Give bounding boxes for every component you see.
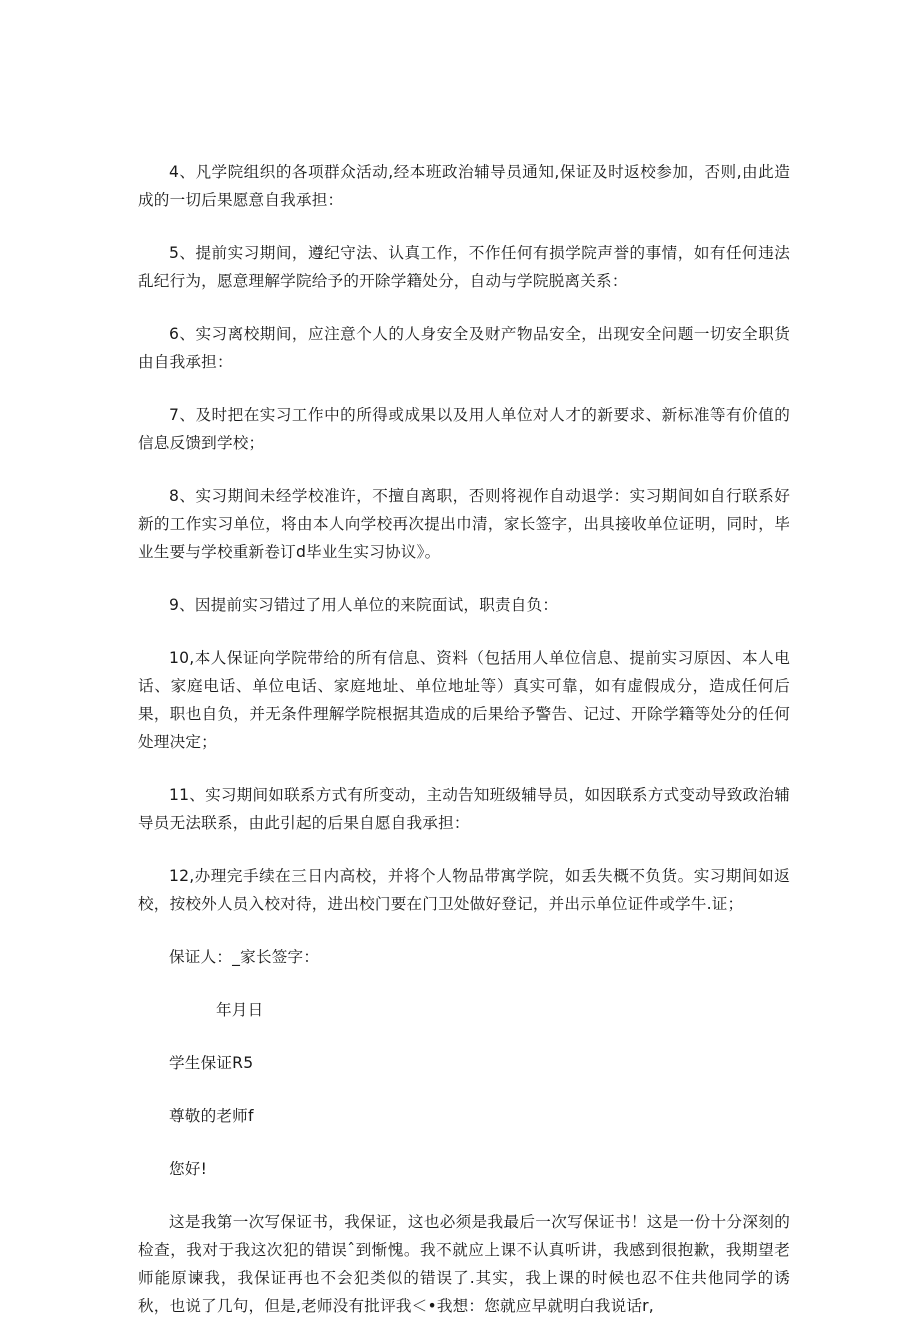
section-title: 学生保证R5 xyxy=(169,1054,254,1072)
clause-5: 5、提前实习期间，遵纪守法、认真工作，不作任何有损学院声誉的事情，如有任何违法乱纪行为，愿意理解学院给予的开除学籍处分，自动与学院脱离关系： xyxy=(138,244,790,290)
clause-4: 4、凡学院组织的各项群众活动,经本班政治辅导员通知,保证及时返校参加，否则,由此造成的一切后果愿意自我承担： xyxy=(138,163,790,209)
salutation: 尊敬的老师f xyxy=(169,1107,254,1125)
date-line: 年月日 xyxy=(216,1001,264,1019)
clause-8: 8、实习期间未经学校准许，不擅自离职，否则将视作自动退学：实习期间如自行联系好新的工作实习单位，将由本人向学校再次提出巾清，家长签字，出具接收单位证明，同时，毕业生要与学校重新卷订d毕业生实习协议》。 xyxy=(138,487,790,561)
clause-7: 7、及时把在实习工作中的所得或成果以及用人单位对人才的新要求、新标准等有价值的信息反馈到学校； xyxy=(138,406,790,452)
clause-9: 9、因提前实习错过了用人单位的来院面试，职责自负： xyxy=(169,596,559,614)
clause-10: 10,本人保证向学院带给的所有信息、资料（包括用人单位信息、提前实习原因、本人电话、家庭电话、单位电话、家庭地址、单位地址等）真实可靠，如有虚假成分，造成任何后果，职也自负，并无条件理解学院根据其造成的后果给予警告、记过、开除学籍等处分的任何处理决定； xyxy=(138,649,790,751)
clause-11: 11、实习期间如联系方式有所变动，主动告知班级辅导员，如因联系方式变动导致政治辅导员无法联系，由此引起的后果自愿自我承担： xyxy=(138,786,790,832)
clause-12: 12,办理完手续在三日内高校，并将个人物品带寓学院，如丢失概不负货。实习期间如返校，按校外人员入校对待，进出校门要在门卫处做好登记，并出示单位证件或学牛.证； xyxy=(138,867,790,913)
letter-body: 这是我第一次写保证书，我保证，这也必须是我最后一次写保证书！这是一份十分深刻的检查，我对于我这次犯的错误ˆ到惭愧。我不就应上课不认真听讲，我感到很抱歉，我期望老师能原谏我，我保证再也不会犯类似的错误了.其实，我上课的时候也忍不住共他同学的诱秋，也说了几句，但是,老师没有批评我＜•我想：您就应早就明白我说话r, xyxy=(138,1213,790,1315)
document-body xyxy=(138,158,790,1320)
greeting: 您好! xyxy=(169,1160,208,1178)
signature-line: 保证人：_家长签字： xyxy=(169,948,320,966)
clause-6: 6、实习离校期间，应注意个人的人身安全及财产物品安全，出现安全问题一切安全职货由自我承担： xyxy=(138,325,790,371)
